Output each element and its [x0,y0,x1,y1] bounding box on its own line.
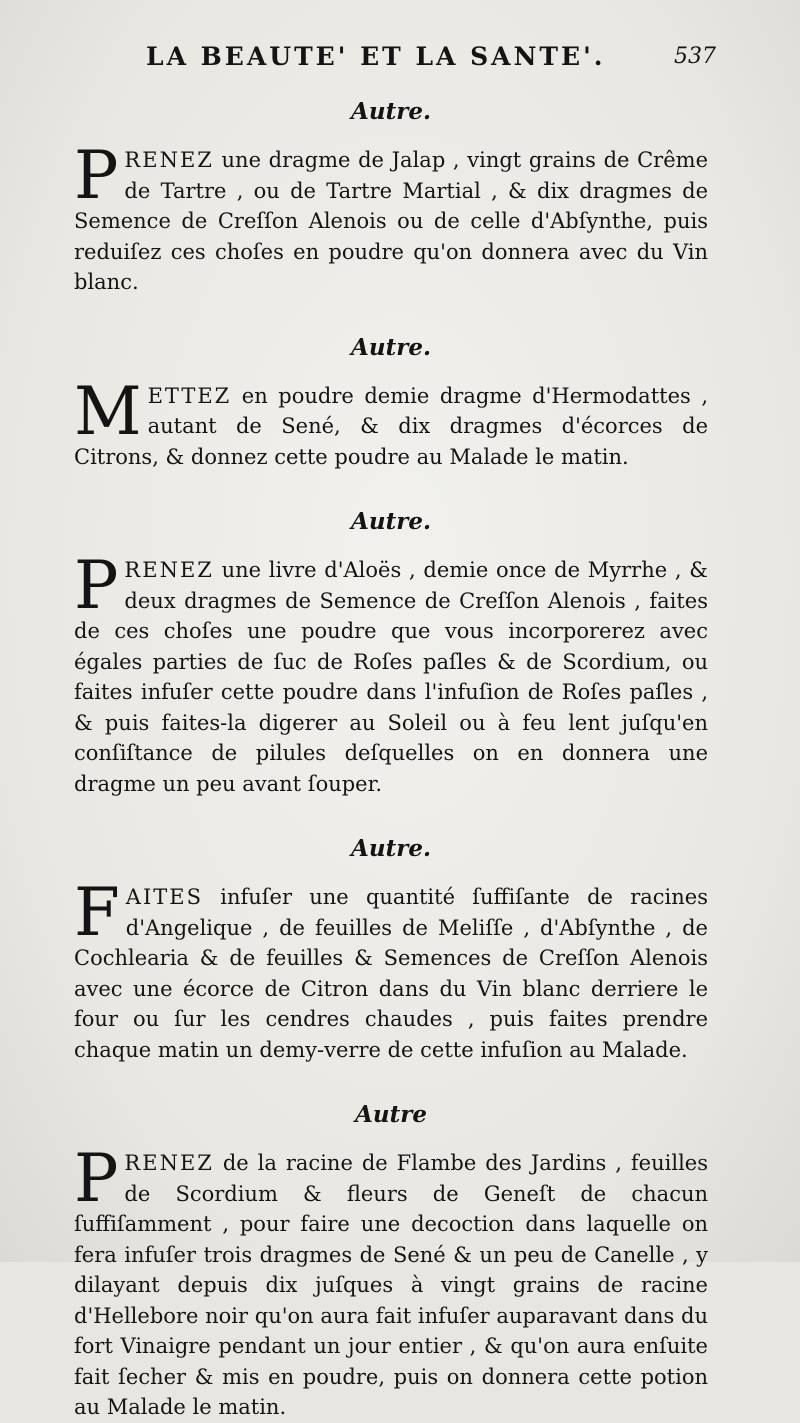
section-heading: Autre. [351,333,431,361]
running-title: LA BEAUTE' ET LA SANTE'. [146,42,606,71]
section-heading: Autre. [351,835,431,862]
section-heading: Autre. [351,98,431,125]
recipe-paragraph [74,372,708,473]
recipe-section [74,334,708,473]
drop-cap: F [74,874,120,951]
recipe-paragraph [74,547,708,799]
paragraph-text: en poudre demie dragme d'Hermodattes , autant de Sené, & dix dragmes d'écorces de Citrons, & donnez cette poudre au Malade le matin. [74,383,708,469]
first-word: RENEZ [124,148,214,172]
recipe-section [74,508,708,799]
paragraph-text: infuſer une quantité ſuffiſante de racines d'Angelique , de feuilles de Meliſſe , d'Abſynthe , de Cochlearia & de feuilles & Semences de Creſſon Alenois avec une écorce de Citron dans du Vin blanc derriere le four ou ſur les cendres chaudes , puis faites prendre chaque matin un demy-verre de cette infuſion au Malade. [74,885,708,1062]
first-word: RENEZ [124,558,214,582]
drop-cap: M [74,372,142,450]
recipe-section [74,835,708,1065]
section-heading: Autre [355,1101,427,1128]
running-head [74,38,716,88]
paragraph-text: de la racine de Flambe des Jardins , feuilles de Scordium & fleurs de Geneſt de chacun ſuffiſamment , pour faire une decoction dans laquelle on fera infuſer trois dragmes de Sené & un peu de Canelle , y dilayant depuis dix juſques à vingt grains de racine d'Hellebore noir qu'on aura fait infuſer auparavant dans du fort Vinaigre pendant un jour entier , & qu'on aura enſuite fait ſecher & mis en poudre, puis on donnera cette potion au Malade le matin. [74,1151,708,1419]
first-word: ETTEZ [147,383,232,408]
page-number: 537 [674,44,716,69]
drop-cap: P [74,1140,119,1217]
drop-cap: P [74,547,119,624]
drop-cap: P [74,137,119,214]
first-word: RENEZ [124,1151,214,1175]
recipe-paragraph [74,137,708,298]
paragraph-text: une dragme de Jalap , vingt grains de Crême de Tartre , ou de Tartre Martial , & dix dragmes de Semence de Creſſon Alenois ou de celle d'Abſynthe, puis reduiſez ces choſes en poudre qu'on donnera avec du Vin blanc. [74,148,708,294]
recipe-paragraph [74,874,708,1065]
recipe-paragraph [74,1140,708,1423]
section-heading: Autre. [351,508,431,535]
recipe-section [74,98,708,298]
paragraph-text: une livre d'Aloës , demie once de Myrrhe , & deux dragmes de Semence de Creſſon Alenois , faites de ces choſes une poudre que vous incorporerez avec égales parties de ſuc de Roſes paſles & de Scordium, ou faites infuſer cette poudre dans l'infuſion de Roſes paſles , & puis faites-la digerer au Soleil ou à feu lent juſqu'en conſiſtance de pilules deſquelles on en donnera une dragme un peu avant ſouper. [74,558,708,796]
first-word: AITES [125,885,203,909]
